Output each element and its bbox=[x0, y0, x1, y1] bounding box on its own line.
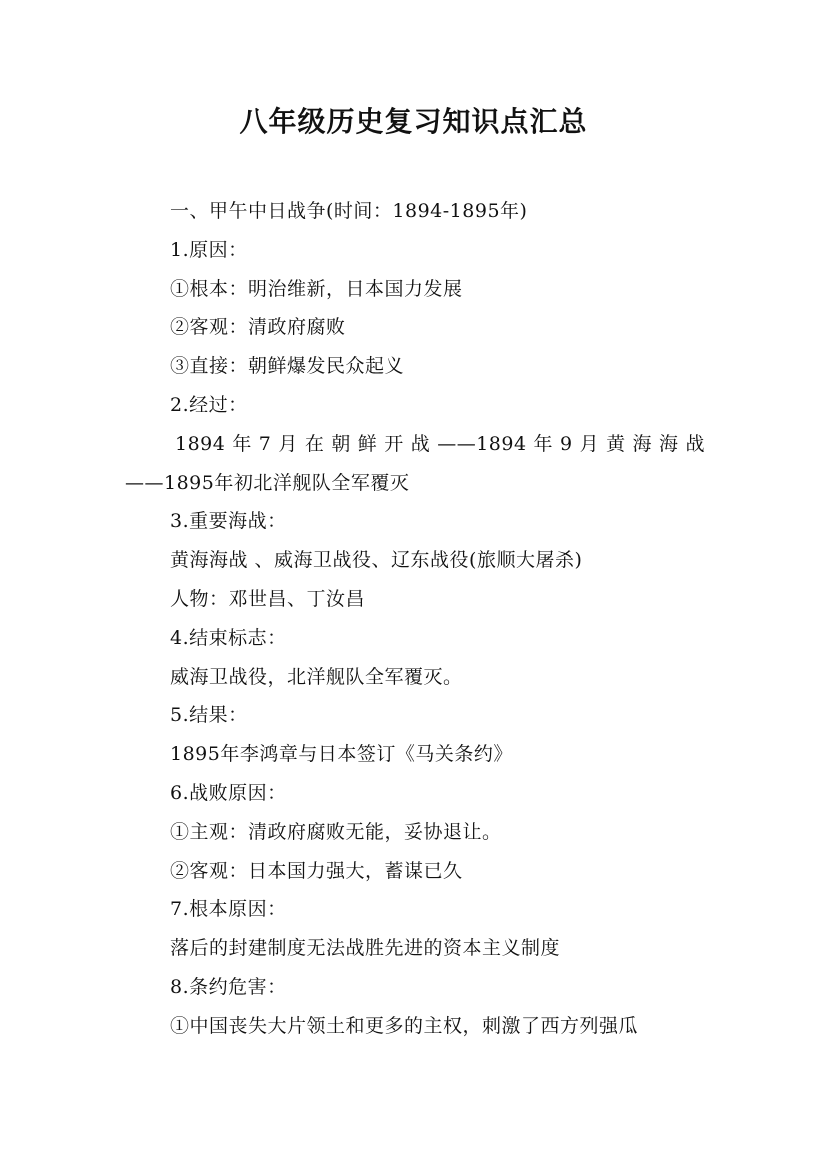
text-line: 人物：邓世昌、丁汝昌 bbox=[170, 587, 366, 610]
document-title: 八年级历史复习知识点汇总 bbox=[239, 105, 588, 138]
subheading: 6.战败原因： bbox=[170, 781, 287, 804]
subheading: 5.结果： bbox=[170, 704, 248, 727]
subheading: 2.经过： bbox=[170, 393, 248, 416]
text-line: 黄海海战 、威海卫战役、辽东战役(旅顺大屠杀) bbox=[170, 549, 583, 572]
text-line: ①根本：明治维新，日本国力发展 bbox=[170, 277, 463, 300]
document-body bbox=[125, 192, 705, 1046]
subheading: 8.条约危害： bbox=[170, 975, 287, 998]
text-line: ①主观：清政府腐败无能，妥协退让。 bbox=[170, 820, 502, 843]
text-line: ——1895年初北洋舰队全军覆灭 bbox=[125, 471, 410, 494]
text-line: ③直接：朝鲜爆发民众起义 bbox=[170, 355, 405, 378]
subheading: 3.重要海战： bbox=[170, 510, 287, 533]
text-line: 1894年7月在朝鲜开战——1894年9月黄海海战 bbox=[175, 432, 705, 455]
text-line: ②客观：日本国力强大，蓄谋已久 bbox=[170, 859, 463, 882]
subheading: 1.原因： bbox=[170, 238, 248, 261]
text-line: 1895年李鸿章与日本签订《马关条约》 bbox=[170, 743, 513, 766]
text-line: ②客观：清政府腐败 bbox=[170, 316, 346, 339]
subheading: 4.结束标志： bbox=[170, 626, 287, 649]
section-heading: 一、甲午中日战争(时间：1894-1895年) bbox=[170, 200, 528, 222]
text-line: 落后的封建制度无法战胜先进的资本主义制度 bbox=[170, 937, 561, 960]
subheading: 7.根本原因： bbox=[170, 898, 287, 921]
text-line: 威海卫战役，北洋舰队全军覆灭。 bbox=[170, 665, 463, 688]
text-line: ①中国丧失大片领土和更多的主权，刺激了西方列强瓜 bbox=[170, 1014, 639, 1037]
